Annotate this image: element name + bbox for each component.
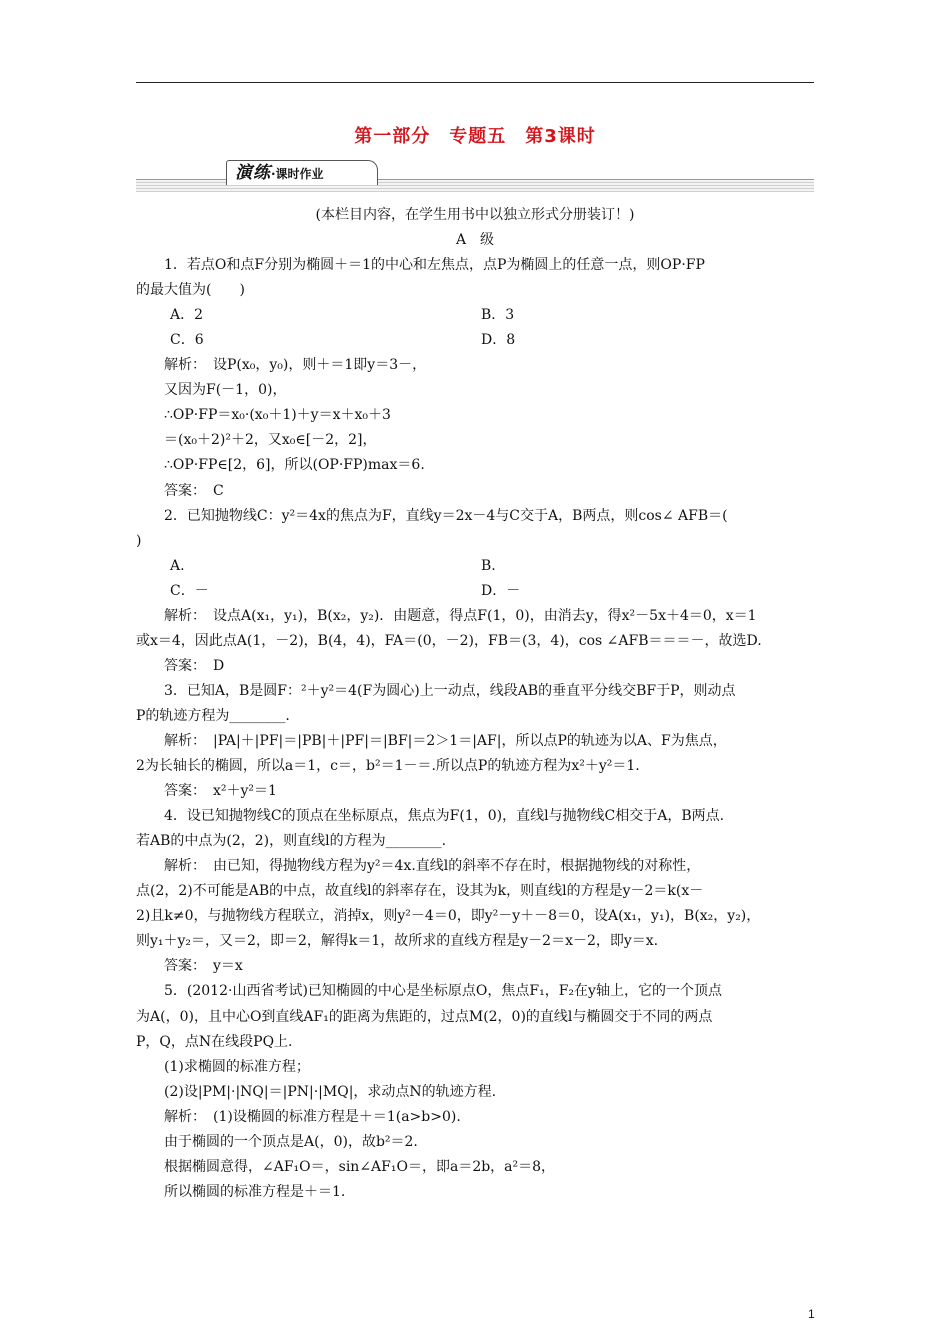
level-heading: A 级 xyxy=(455,232,495,249)
option-c: C．6 xyxy=(170,332,204,349)
question-3-stem-cont: P的轨迹方程为________. xyxy=(136,707,290,724)
solution-line: 解析： |PA|＋|PF|＝|PB|＋|PF|＝|BF|＝2＞1＝|AF|，所以点P的轨迹为以A、F为焦点， xyxy=(164,732,727,749)
option-a: A．2 xyxy=(170,307,204,324)
note-line: (本栏目内容，在学生用书中以独立形式分册装订！) xyxy=(315,207,635,223)
solution-line: 或x＝4，因此点A(1，－2)，B(4，4)，FA＝(0，－2)，FB＝(3，4)，cos ∠AFB＝＝＝－，故选D. xyxy=(136,632,762,649)
page-number: 1 xyxy=(808,1307,815,1321)
solution-line: 则y₁＋y₂＝，又＝2，即＝2，解得k＝1，故所求的直线方程是y－2＝x－2，即y＝x. xyxy=(136,933,659,950)
question-5-stem: 5．(2012·山西省考试)已知椭圆的中心是坐标原点O，焦点F₁，F₂在y轴上，它的一个顶点 xyxy=(164,983,722,1000)
section-tab xyxy=(226,160,378,185)
document-body xyxy=(136,203,814,1205)
solution-line: 2)且k≠0，与抛物线方程联立，消掉x，则y²－4＝0，即y²－y＋－8＝0，设A(x₁，y₁)，B(x₂，y₂)， xyxy=(136,908,761,925)
question-1-stem: 1．若点O和点F分别为椭圆＋＝1的中心和左焦点，点P为椭圆上的任意一点，则OP·FP xyxy=(164,257,705,274)
option-a: A. xyxy=(170,557,185,574)
answer-line: 答案： y＝x xyxy=(164,958,243,975)
solution-line: 由于椭圆的一个顶点是A(，0)，故b²＝2. xyxy=(164,1133,418,1150)
question-4-stem-cont: 若AB的中点为(2，2)，则直线l的方程为________. xyxy=(136,833,447,850)
question-1-options-cd xyxy=(136,328,814,353)
top-rule xyxy=(136,82,814,83)
option-d: D．－ xyxy=(481,582,521,599)
question-5-stem-cont: P，Q，点N在线段PQ上. xyxy=(136,1033,293,1050)
question-2-stem-cont: ) xyxy=(136,532,142,549)
solution-line: 2为长轴长的椭圆，所以a＝1，c＝，b²＝1－＝.所以点P的轨迹方程为x²＋y²＝1. xyxy=(136,758,640,775)
solution-line: 又因为F(－1，0)， xyxy=(164,382,287,399)
option-b: B. xyxy=(481,557,496,574)
page-title: 第一部分 专题五 第3课时 xyxy=(354,126,596,147)
question-5-part-1: (1)求椭圆的标准方程； xyxy=(164,1058,310,1075)
solution-line: 解析： (1)设椭圆的标准方程是＋＝1(a>b>0). xyxy=(164,1108,461,1125)
option-b: B．3 xyxy=(481,307,515,324)
section-tab-script: 演练 xyxy=(235,163,271,183)
solution-line: ∴OP·FP∈[2，6]，所以(OP·FP)max＝6. xyxy=(164,457,425,474)
question-2-stem: 2．已知抛物线C：y²＝4x的焦点为F，直线y＝2x－4与C交于A，B两点，则cos∠ AFB＝( xyxy=(164,507,728,524)
solution-line: 解析： 设点A(x₁，y₁)，B(x₂，y₂)．由题意，得点F(1，0)，由消去y，得x²－5x＋4＝0，x＝1 xyxy=(164,607,757,624)
section-tab-label: ·课时作业 xyxy=(271,167,324,181)
solution-line: 点(2，2)不可能是AB的中点，故直线l的斜率存在，设其为k，则直线l的方程是y－2＝k(x－ xyxy=(136,883,704,900)
solution-line: ∴OP·FP＝x₀·(x₀＋1)＋y＝x＋x₀＋3 xyxy=(164,407,391,424)
option-c: C．－ xyxy=(170,582,209,599)
answer-line: 答案： C xyxy=(164,482,224,499)
solution-line: 解析： 设P(x₀，y₀)，则＋＝1即y＝3－， xyxy=(164,357,427,374)
solution-line: ＝(x₀＋2)²＋2，又x₀∈[－2，2]， xyxy=(164,432,377,449)
question-5-stem-cont: 为A(，0)，且中心O到直线AF₁的距离为焦距的，过点M(2，0)的直线l与椭圆交于不同的两点 xyxy=(136,1008,713,1025)
answer-line: 答案： x²＋y²＝1 xyxy=(164,783,277,800)
answer-line: 答案： D xyxy=(164,657,225,674)
question-2-options-cd xyxy=(136,579,814,604)
option-d: D．8 xyxy=(481,332,516,349)
question-1-options-ab xyxy=(136,303,814,328)
solution-line: 所以椭圆的标准方程是＋＝1. xyxy=(164,1183,346,1200)
question-2-options-ab xyxy=(136,554,814,579)
question-4-stem: 4．设已知抛物线C的顶点在坐标原点，焦点为F(1，0)，直线l与抛物线C相交于A，B两点. xyxy=(164,808,725,825)
question-3-stem: 3．已知A，B是圆F：²＋y²＝4(F为圆心)上一动点，线段AB的垂直平分线交BF于P，则动点 xyxy=(164,682,736,699)
solution-line: 根据椭圆意得，∠AF₁O＝，sin∠AF₁O＝，即a＝2b，a²＝8， xyxy=(164,1158,556,1175)
question-5-part-2: (2)设|PM|·|NQ|＝|PN|·|MQ|，求动点N的轨迹方程. xyxy=(164,1083,497,1100)
solution-line: 解析： 由已知，得抛物线方程为y²＝4x.直线l的斜率不存在时，根据抛物线的对称性， xyxy=(164,858,701,875)
question-1-stem-cont: 的最大值为( ) xyxy=(136,282,245,299)
